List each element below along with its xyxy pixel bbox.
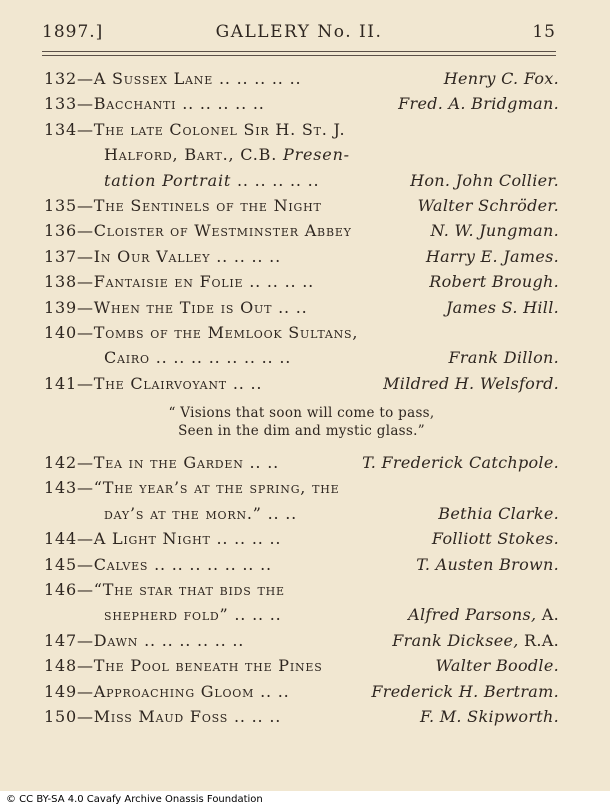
entry-line [44,66,559,91]
entry-line [44,193,559,218]
entry-artist: James S. Hill. [445,297,559,317]
entry-artist: Hon. John Collier. [410,170,559,190]
entry-line [44,653,559,678]
entry-line [44,269,559,294]
entry-line [44,371,559,396]
entry-title [104,168,319,193]
entry-title-italic: tation Portrait [104,170,232,190]
entry-title: 144—A Light Night .. .. .. .. [44,529,282,549]
entry-artist: Fred. A. Bridgman. [398,94,559,114]
epigraph-quote [44,404,559,440]
quote-line-1: “ Visions that soon will come to pass, [168,405,435,422]
entry-title: 134—The late Colonel Sir H. St. J. [44,119,346,139]
entry-line [44,602,559,627]
entry-line [44,501,559,526]
entry-title: 143—“The year’s at the spring, the [44,478,340,498]
header-title: GALLERY No. II. [215,22,383,42]
entry-artist: Mildred H. Welsford. [383,373,559,393]
entry-line [44,91,559,116]
entry-line [44,218,559,243]
entry-title: 142—Tea in the Garden .. .. [44,453,279,473]
page-number: 15 [532,22,556,42]
entry-artist-name: Frank Dicksee, [392,630,519,650]
entry-line [44,117,559,142]
entry-artist: F. M. Skipworth. [420,706,559,726]
entry-line [44,295,559,320]
entry-artist: Walter Boodle. [435,656,559,676]
entry-line [44,577,559,602]
entry-line [44,244,559,269]
entry-title: 137—In Our Valley .. .. .. .. [44,246,281,266]
entry-artist: Frederick H. Bertram. [371,681,559,701]
entry-title: 148—The Pool beneath the Pines [44,656,323,676]
entry-title: 145—Calves .. .. .. .. .. .. .. [44,554,272,574]
entry-title-italic: Presen- [283,145,350,165]
header-rule-bottom [42,55,556,56]
entry-artist-name: Alfred Parsons, [408,605,537,625]
entry-title: 141—The Clairvoyant .. .. [44,373,263,393]
entry-artist [408,602,559,627]
entry-title: 149—Approaching Gloom .. .. [44,681,290,701]
entry-title [104,142,350,167]
entry-title: shepherd fold” .. .. .. [104,605,282,625]
entry-line [44,475,559,500]
entry-artist: N. W. Jungman. [430,221,559,241]
entry-title: 136—Cloister of Westminster Abbey [44,221,352,241]
entry-line [44,168,559,193]
header-rule-top [42,51,556,52]
entry-line [44,142,559,167]
entry-line [44,679,559,704]
entry-title: day’s at the morn.” .. .. [104,503,298,523]
entry-artist: T. Austen Brown. [416,554,559,574]
entry-artist: Robert Brough. [429,272,559,292]
quote-line-2: Seen in the dim and mystic glass.” [178,423,425,440]
entry-title: 140—Tombs of the Memlook Sultans, [44,322,359,342]
entry-title: 150—Miss Maud Foss .. .. .. [44,706,282,726]
entry-artist-suffix: R.A. [518,630,559,650]
entry-line [44,704,559,729]
entry-title-dots: .. .. .. .. .. [231,170,320,190]
entry-artist: Walter Schröder. [417,195,559,215]
license-footer: © CC BY-SA 4.0 Cavafy Archive Onassis Foundation [0,791,610,809]
entry-artist: Henry C. Fox. [443,69,559,88]
entry-title: Cairo .. .. .. .. .. .. .. .. [104,348,292,368]
entry-artist: Frank Dillon. [448,348,559,368]
entry-title: 133—Bacchanti .. .. .. .. .. [44,94,265,114]
entry-title: 138—Fantaisie en Folie .. .. .. .. [44,272,315,292]
entry-artist: T. Frederick Catchpole. [362,453,559,473]
entry-title: 146—“The star that bids the [44,580,285,600]
entry-artist-suffix: A. [536,605,559,625]
entry-line [44,345,559,370]
header-year: 1897.] [42,22,104,42]
entry-line [44,628,559,653]
entry-artist [392,628,559,653]
entry-title-text: Halford, Bart., C.B. [104,145,278,165]
entry-line [44,526,559,551]
entry-line [44,552,559,577]
entry-title: 139—When the Tide is Out .. .. [44,297,308,317]
running-header [42,22,556,46]
entry-list [44,66,559,729]
entry-title: 147—Dawn .. .. .. .. .. .. [44,630,245,650]
entry-artist: Harry E. James. [425,246,559,266]
entry-title: 132—A Sussex Lane .. .. .. .. .. [44,69,302,88]
entry-artist: Bethia Clarke. [438,503,559,523]
entry-title: 135—The Sentinels of the Night [44,195,322,215]
entry-artist: Folliott Stokes. [431,529,559,549]
entry-line [44,450,559,475]
entry-line [44,320,559,345]
